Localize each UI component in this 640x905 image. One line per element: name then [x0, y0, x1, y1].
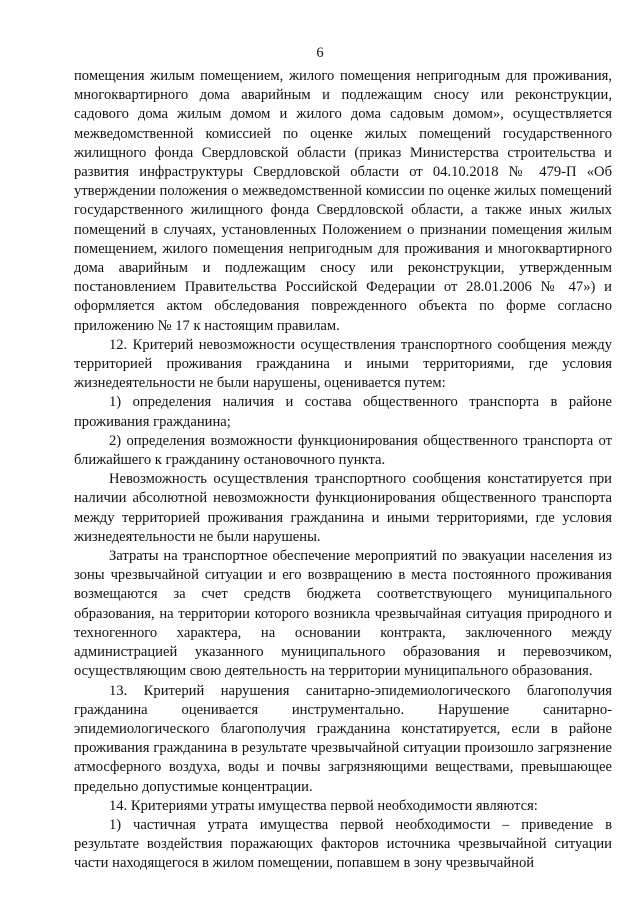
paragraph-criterion-12-item-1: 1) определения наличия и состава общественного транспорта в районе проживания гражданина;: [74, 394, 612, 430]
paragraph-transport-costs: Затраты на транспортное обеспечение мероприятий по эвакуации населения из зоны чрезвычайной ситуации и его возвращению в места постоянного проживания возмещаются за счет средств бюджета соответствующего муниципального образования, на территории которого возникла чрезвычайная ситуация природного и техногенного характера, на основании контракта, заключенного между администрацией указанного муниципального образования и перевозчиком, осуществляющим свою деятельность на территории муниципального образования.: [74, 548, 612, 680]
paragraph-continuation: помещения жилым помещением, жилого помещения непригодным для проживания, многоквартирного дома аварийным и подлежащим сносу или реконструкции, садового дома жилым домом и жилого дома садовым домом», осуществляется межведомственной комиссией по оценке жилых помещений государственного жилищного фонда Свердловской области (приказ Министерства строительства и развития инфраструктуры Свердловской области от 04.10.2018 № 479-П «Об утверждении положения о межведомственной комиссии по оценке жилых помещений государственного жилищного фонда Свердловской области, а также иных жилых помещений в случаях, установленных Положением о признании помещения жилым помещением, жилого помещения непригодным для проживания и многоквартирного дома аварийным и подлежащим сносу или реконструкции, утвержденным постановлением Правительства Российской Федерации от 28.01.2006 № 47») и оформляется актом обследования поврежденного объекта по форме согласно приложению № 17 к настоящим правилам.: [74, 68, 612, 334]
paragraph-transport-impossibility: Невозможность осуществления транспортного сообщения констатируется при наличии абсолютной невозможности функционирования общественного транспорта между территорией проживания гражданина и иными территориями, где условия жизнедеятельности не были нарушены.: [74, 471, 612, 545]
paragraph-criterion-14: 14. Критериями утраты имущества первой необходимости являются:: [109, 797, 538, 814]
paragraph-criterion-14-item-1: 1) частичная утрата имущества первой необходимости – приведение в результате воздействия поражающих факторов источника чрезвычайной ситуации части находящегося в жилом помещении, попавшем в зону чрезвычайной: [74, 816, 612, 872]
document-body: [74, 67, 612, 874]
page-number: 6: [316, 45, 324, 61]
paragraph-criterion-12: 12. Критерий невозможности осуществления транспортного сообщения между территорией проживания гражданина и иными территориями, где условия жизнедеятельности не были нарушены, оценивается путем:: [74, 336, 612, 392]
paragraph-criterion-13: 13. Критерий нарушения санитарно-эпидемиологического благополучия гражданина оценивается инструментально. Нарушение санитарно-эпидемиологического благополучия гражданина констатируется, если в районе проживания гражданина в результате чрезвычайной ситуации произошло загрязнение атмосферного воздуха, воды и почвы загрязняющими веществами, превышающее предельно допустимые концентрации.: [74, 682, 612, 795]
paragraph-criterion-12-item-2: 2) определения возможности функционирования общественного транспорта от ближайшего к гражданину остановочного пункта.: [74, 432, 612, 469]
